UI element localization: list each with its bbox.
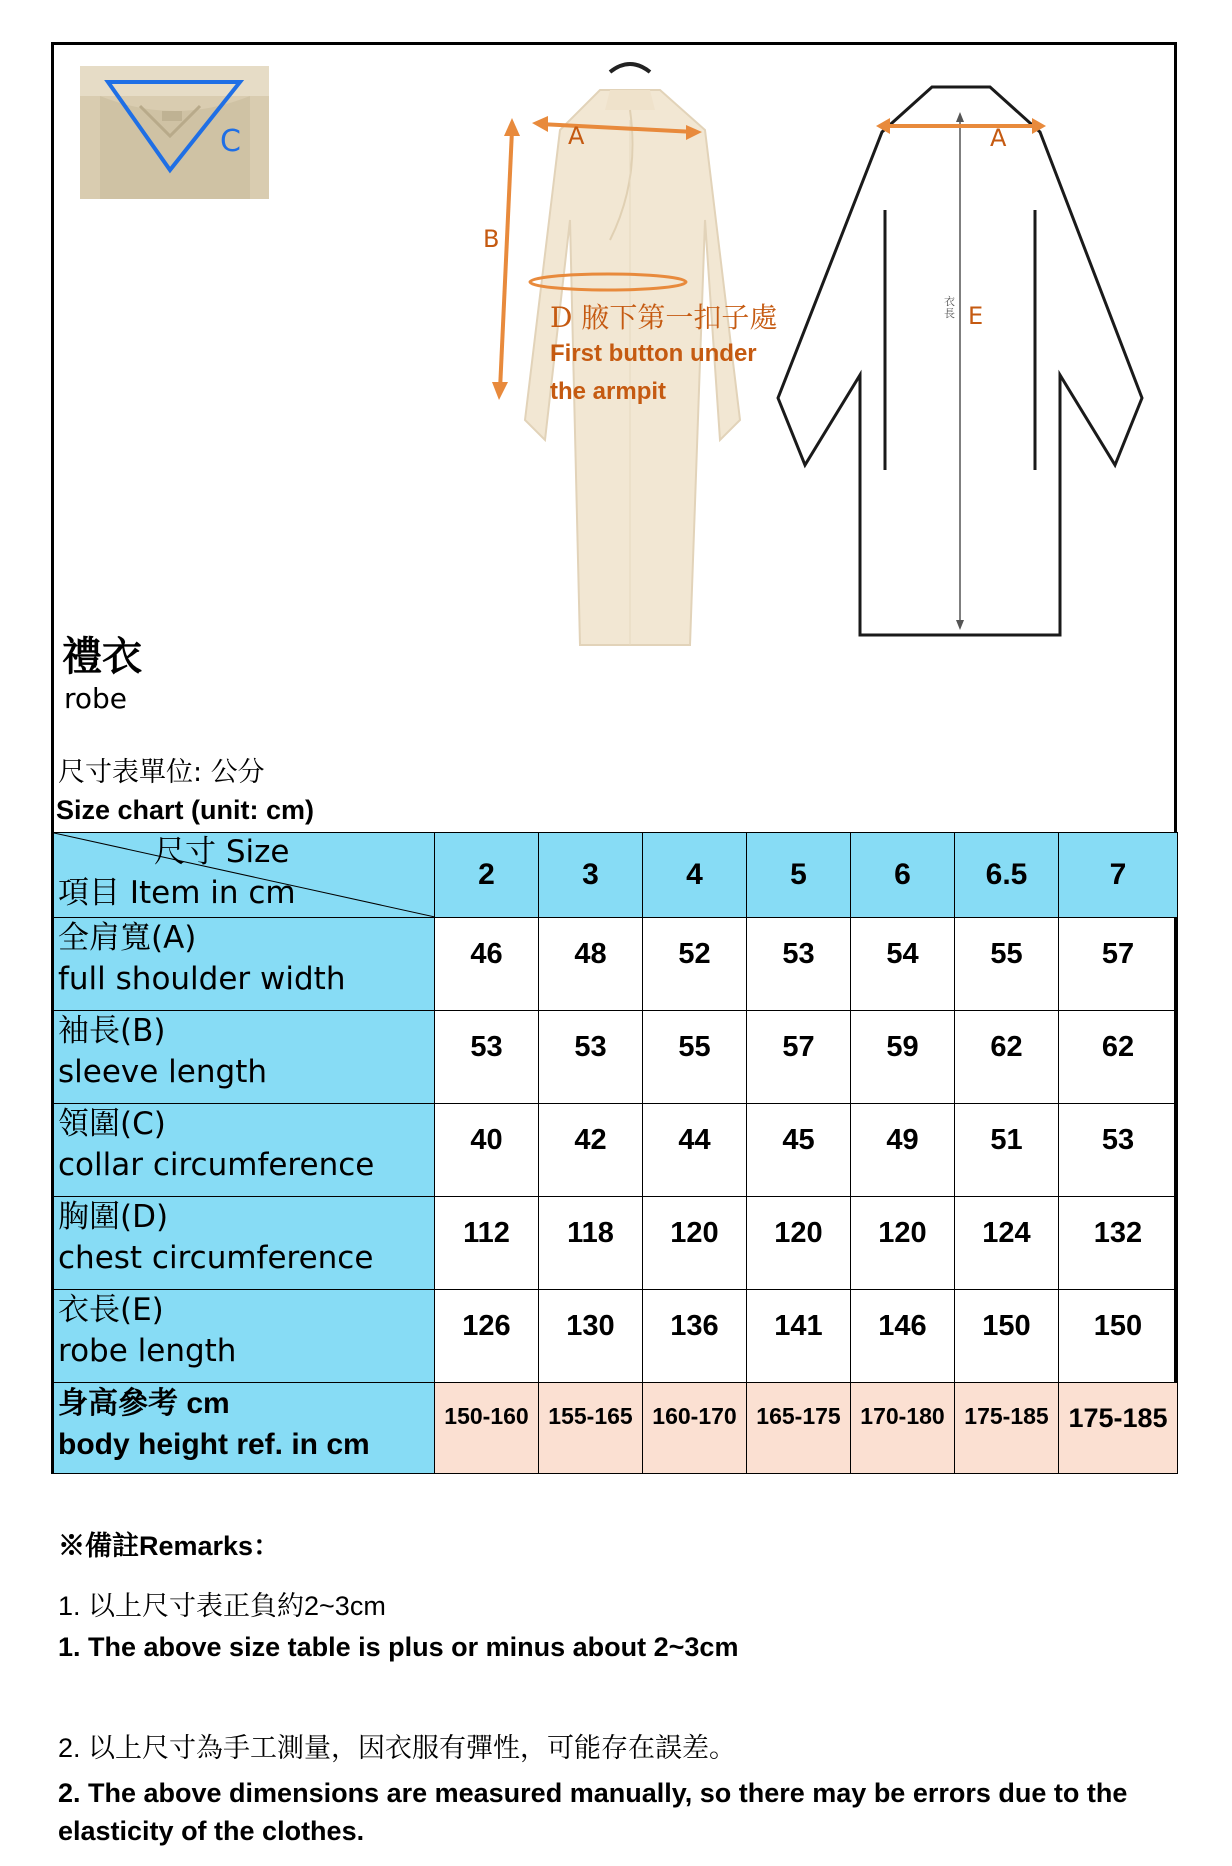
table-cell: 54 xyxy=(851,918,955,1011)
remark-1-zh: 1. 以上尺寸表正負約2~3cm xyxy=(58,1591,386,1621)
product-title-en: robe xyxy=(64,682,128,715)
table-cell: 44 xyxy=(643,1104,747,1197)
robe-line-diagram xyxy=(770,70,1150,650)
unit-label-en: Size chart (unit: cm) xyxy=(56,795,315,825)
photo-label-d-en-1: First button under xyxy=(550,340,757,367)
product-title-zh: 禮衣 xyxy=(62,633,142,680)
row-label-en: full shoulder width xyxy=(58,961,346,997)
row-label-en: sleeve length xyxy=(58,1054,267,1090)
table-cell: 46 xyxy=(435,918,539,1011)
table-cell: 120 xyxy=(851,1197,955,1290)
header-size-label: 尺寸 Size xyxy=(154,834,290,870)
row-label xyxy=(54,1197,435,1290)
table-row xyxy=(54,1290,1178,1383)
size-header: 7 xyxy=(1059,833,1178,918)
row-label xyxy=(54,1290,435,1383)
diagram-label-e: E xyxy=(968,302,984,330)
table-header-row xyxy=(54,833,1178,918)
row-label xyxy=(54,1383,435,1474)
table-cell: 48 xyxy=(539,918,643,1011)
table-cell: 132 xyxy=(1059,1197,1178,1290)
table-row xyxy=(54,1011,1178,1104)
table-cell: 146 xyxy=(851,1290,955,1383)
table-cell: 124 xyxy=(955,1197,1059,1290)
size-header: 6 xyxy=(851,833,955,918)
header-item-label: 項目 Item in cm xyxy=(58,875,296,911)
row-label-en: body height ref. in cm xyxy=(58,1428,370,1461)
table-cell: 40 xyxy=(435,1104,539,1197)
table-cell: 62 xyxy=(1059,1011,1178,1104)
table-cell: 52 xyxy=(643,918,747,1011)
table-cell: 160-170 xyxy=(643,1383,747,1474)
diagram-label-a: A xyxy=(990,124,1007,152)
table-cell: 130 xyxy=(539,1290,643,1383)
table-cell: 62 xyxy=(955,1011,1059,1104)
table-cell: 120 xyxy=(643,1197,747,1290)
table-row xyxy=(54,1104,1178,1197)
table-cell: 55 xyxy=(643,1011,747,1104)
table-cell: 150 xyxy=(955,1290,1059,1383)
photo-label-d-zh: D 腋下第一扣子處 xyxy=(550,301,778,334)
row-label-zh: 領圍(C) xyxy=(58,1106,166,1142)
row-label-zh: 全肩寬(A) xyxy=(58,920,197,956)
remark-1-en: 1. The above size table is plus or minus about 2~3cm xyxy=(58,1632,739,1662)
table-cell: 57 xyxy=(1059,918,1178,1011)
header-corner-cell xyxy=(54,833,435,918)
table-row xyxy=(54,918,1178,1011)
row-label-zh: 衣長(E) xyxy=(58,1292,164,1328)
table-cell: 155-165 xyxy=(539,1383,643,1474)
row-label-en: collar circumference xyxy=(58,1147,375,1183)
row-label-en: robe length xyxy=(58,1333,237,1369)
row-label xyxy=(54,918,435,1011)
table-cell: 59 xyxy=(851,1011,955,1104)
table-row xyxy=(54,1197,1178,1290)
size-header: 2 xyxy=(435,833,539,918)
table-cell: 53 xyxy=(435,1011,539,1104)
collar-label-c: C xyxy=(220,124,241,159)
table-cell: 53 xyxy=(1059,1104,1178,1197)
size-header: 6.5 xyxy=(955,833,1059,918)
table-cell: 170-180 xyxy=(851,1383,955,1474)
table-cell: 175-185 xyxy=(1059,1383,1178,1474)
remark-2-zh: 2. 以上尺寸為手工測量，因衣服有彈性，可能存在誤差。 xyxy=(58,1733,737,1763)
row-label xyxy=(54,1104,435,1197)
table-cell: 150-160 xyxy=(435,1383,539,1474)
table-cell: 175-185 xyxy=(955,1383,1059,1474)
row-label-zh: 身高參考 cm xyxy=(58,1387,230,1420)
table-cell: 136 xyxy=(643,1290,747,1383)
photo-label-b: B xyxy=(483,225,500,253)
size-table xyxy=(53,832,1178,1474)
row-label-zh: 袖長(B) xyxy=(58,1013,166,1049)
table-cell: 45 xyxy=(747,1104,851,1197)
size-header: 5 xyxy=(747,833,851,918)
table-cell: 141 xyxy=(747,1290,851,1383)
row-label-zh: 胸圍(D) xyxy=(58,1199,169,1235)
table-cell: 42 xyxy=(539,1104,643,1197)
photo-label-a: A xyxy=(568,122,585,150)
table-cell: 53 xyxy=(747,918,851,1011)
table-cell: 120 xyxy=(747,1197,851,1290)
table-row xyxy=(54,1383,1178,1474)
size-header: 4 xyxy=(643,833,747,918)
diagram-label-e-zh: 衣長 xyxy=(944,295,955,320)
table-cell: 118 xyxy=(539,1197,643,1290)
table-cell: 55 xyxy=(955,918,1059,1011)
table-cell: 51 xyxy=(955,1104,1059,1197)
size-header: 3 xyxy=(539,833,643,918)
row-label-en: chest circumference xyxy=(58,1240,374,1276)
unit-label-zh: 尺寸表單位: 公分 xyxy=(58,757,265,788)
remark-2-en: 2. The above dimensions are measured manually, so there may be errors due to the elasticity of the clothes. xyxy=(58,1778,1128,1846)
collar-photo xyxy=(80,66,269,199)
row-label xyxy=(54,1011,435,1104)
table-cell: 150 xyxy=(1059,1290,1178,1383)
photo-label-d-en-2: the armpit xyxy=(550,378,667,405)
table-cell: 126 xyxy=(435,1290,539,1383)
remarks-title: ※備註Remarks： xyxy=(58,1531,281,1561)
table-cell: 57 xyxy=(747,1011,851,1104)
table-cell: 53 xyxy=(539,1011,643,1104)
table-cell: 49 xyxy=(851,1104,955,1197)
table-cell: 165-175 xyxy=(747,1383,851,1474)
table-cell: 112 xyxy=(435,1197,539,1290)
